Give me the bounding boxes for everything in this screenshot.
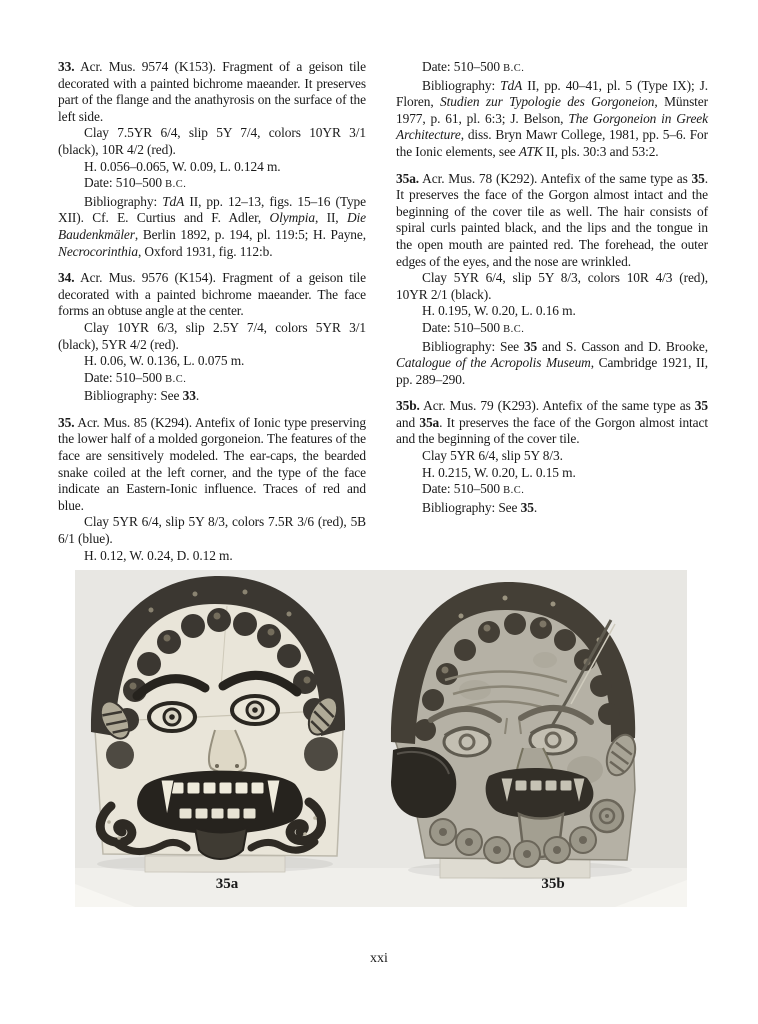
text-run: B.C. — [503, 323, 525, 335]
paragraph — [396, 320, 708, 339]
entry-35a — [396, 171, 708, 389]
text-run: , II, — [314, 210, 347, 226]
text-run: . It preserves the face of the Gorgon almost intact and the beginning of the cover tile. — [396, 414, 708, 447]
entry-34 — [58, 270, 366, 405]
text-run: Date: 510–500 — [422, 319, 504, 335]
gorgon-antefixes-photo — [75, 570, 687, 907]
paragraph — [396, 270, 708, 303]
paragraph — [396, 78, 708, 161]
text-run: 35a. — [396, 170, 420, 186]
paragraph — [58, 415, 366, 515]
figure-caption-35b: 35b — [541, 876, 565, 892]
paragraph — [58, 320, 366, 353]
figure-caption-35a: 35a — [215, 876, 239, 892]
paragraph — [58, 125, 366, 158]
text-run: Necrocorinthia — [58, 243, 138, 259]
text-run: . — [533, 499, 538, 515]
text-run: TdA — [162, 193, 185, 209]
text-run: Clay 5YR 6/4, slip 5Y 8/3, colors 10R 4/3 (red), 10YR 2/1 (black). — [396, 270, 708, 302]
text-run: H. 0.12, W. 0.24, D. 0.12 m. — [84, 547, 233, 563]
paragraph — [396, 303, 708, 320]
text-run: Bibliography: See — [422, 499, 521, 515]
text-run: , Oxford 1931, fig. 112:b. — [137, 243, 273, 259]
text-run: 35. — [58, 414, 75, 430]
tongue-35a — [195, 828, 247, 859]
text-run: II, pls. 30:3 and 53:2. — [542, 143, 659, 159]
text-run: Acr. Mus. 85 (K294). Antefix of Ionic type preserving the lower half of a molded gorgoneion. The features of the face are sensitively modeled. The ear-caps, the bearded snake coiled at the left corner, and the type of the face indicate an Eastern-Ionic influence. Traces of red and blue. — [58, 414, 366, 513]
entry-33 — [58, 59, 366, 260]
text-run: Clay 7.5YR 6/4, slip 5Y 7/4, colors 10YR 3/1 (black), 10R 4/2 (red). — [58, 125, 366, 157]
text-run: Bibliography: See — [84, 388, 183, 404]
paragraph — [396, 448, 708, 465]
text-run: , diss. Bryn Mawr College, 1981, pp. 5–6. For the Ionic elements, see — [396, 127, 708, 159]
paragraph — [58, 370, 366, 389]
text-run: B.C. — [165, 373, 187, 385]
paragraph — [58, 548, 366, 565]
text-run: Clay 5YR 6/4, slip 5Y 8/3, colors 7.5R 3/6 (red), 5B 6/1 (blue). — [58, 514, 366, 547]
entry-35-continued — [396, 59, 708, 161]
text-run: . — [195, 388, 200, 404]
text-run: and — [396, 414, 420, 430]
paragraph — [58, 353, 366, 370]
text-run: H. 0.06, W. 0.136, L. 0.075 m. — [84, 353, 245, 369]
text-run: 34. — [58, 270, 75, 286]
text-run: 35b. — [396, 398, 420, 414]
paragraph — [58, 514, 366, 547]
paragraph — [58, 159, 366, 176]
paragraph — [58, 175, 366, 194]
text-run: 35a — [419, 414, 440, 430]
text-run: Acr. Mus. 9576 (K154). Fragment of a geison tile decorated with a painted bichrome maeander. The face forms an obtuse angle at the center. — [58, 270, 366, 319]
paragraph — [58, 59, 366, 125]
entry-35b — [396, 398, 708, 516]
paragraph — [396, 171, 708, 271]
page-number: xxi — [370, 951, 388, 966]
text-run: Acr. Mus. 78 (K292). Antefix of the same type as — [419, 170, 692, 186]
paragraph — [58, 194, 366, 260]
right-text-column — [396, 59, 708, 516]
text-run: 35 — [694, 398, 708, 414]
text-run: Bibliography: — [84, 193, 163, 209]
text-run: 35 — [691, 170, 705, 186]
text-run: Date: 510–500 — [84, 369, 166, 385]
text-run: , Cambridge 1921, II, pp. 289–290. — [396, 355, 708, 387]
text-run: Catalogue of the Acropolis Museum — [396, 355, 591, 371]
paragraph — [396, 465, 708, 482]
text-run: Bibliography: See — [422, 338, 524, 354]
text-run: ATK — [518, 143, 543, 159]
text-run: II, pp. 40–41, pl. 5 (Type IX); J. Floren, — [396, 77, 708, 110]
text-run: Date: 510–500 — [422, 59, 504, 74]
text-run: Clay 5YR 6/4, slip 5Y 8/3. — [422, 448, 563, 464]
gorgon-35a-illustration — [91, 576, 345, 873]
text-run: II, pp. 12–13, figs. 15–16 (Type XII). Cf. E. Curtius and F. Adler, — [58, 193, 366, 226]
paragraph — [58, 388, 366, 405]
paragraph — [396, 500, 708, 517]
text-run: 35 — [520, 499, 534, 515]
text-run: Studien zur Typologie des Gorgoneion — [440, 94, 655, 110]
paragraph — [396, 398, 708, 448]
text-run: Clay 10YR 6/3, slip 2.5Y 7/4, colors 5YR 3/1 (black), 5YR 4/2 (red). — [58, 319, 366, 352]
paragraph — [396, 59, 708, 78]
plate-photograph — [75, 570, 687, 907]
text-run: , Münster 1977, p. 61, pl. 6:3; J. Belson, — [396, 94, 708, 126]
entry-35 — [58, 415, 366, 564]
text-run: B.C. — [503, 63, 525, 74]
text-run: and S. Casson and D. Brooke, — [537, 338, 709, 354]
left-text-column — [58, 59, 366, 564]
text-run: Acr. Mus. 9574 (K153). Fragment of a geison tile decorated with a painted bichrome maeander. It preserves part of the flange and the anathyrosis on the surface of the left side. — [58, 59, 366, 124]
text-run: 35 — [523, 338, 538, 354]
text-run: Date: 510–500 — [422, 481, 504, 497]
text-run: The Gorgoneion in Greek Architecture — [396, 110, 708, 143]
paragraph — [396, 481, 708, 500]
text-run: B.C. — [503, 485, 525, 497]
text-run: B.C. — [165, 179, 187, 191]
gorgon-35b-illustration — [391, 582, 640, 879]
text-run: Olympia — [269, 210, 315, 226]
cheek-dot-right-35a — [304, 737, 338, 771]
text-run: Bibliography: — [422, 77, 501, 93]
cheek-dot-left-35a — [106, 741, 134, 769]
text-run: Die Baudenkmäler — [58, 210, 366, 242]
paragraph — [396, 339, 708, 389]
text-run: 33. — [58, 59, 75, 74]
text-run: , Berlin 1892, p. 194, pl. 119:5; H. Payne, — [134, 226, 366, 242]
text-run: H. 0.056–0.065, W. 0.09, L. 0.124 m. — [84, 158, 281, 174]
text-run: Date: 510–500 — [84, 175, 166, 191]
paragraph — [58, 270, 366, 320]
text-run: 33 — [182, 388, 196, 404]
text-run: H. 0.215, W. 0.20, L. 0.15 m. — [422, 464, 576, 480]
text-run: TdA — [500, 77, 523, 93]
text-run: Acr. Mus. 79 (K293). Antefix of the same type as — [419, 398, 695, 414]
text-run: . It preserves the face of the Gorgon almost intact and the beginning of the cover tile as well. The hair consists of spiral curls painted black, and the lips and the tongue in the open mouth are painted red. The forehead, the outer edges of the eyes, and the nose are wrinkled. — [396, 170, 708, 269]
text-run: H. 0.195, W. 0.20, L. 0.16 m. — [422, 303, 576, 319]
